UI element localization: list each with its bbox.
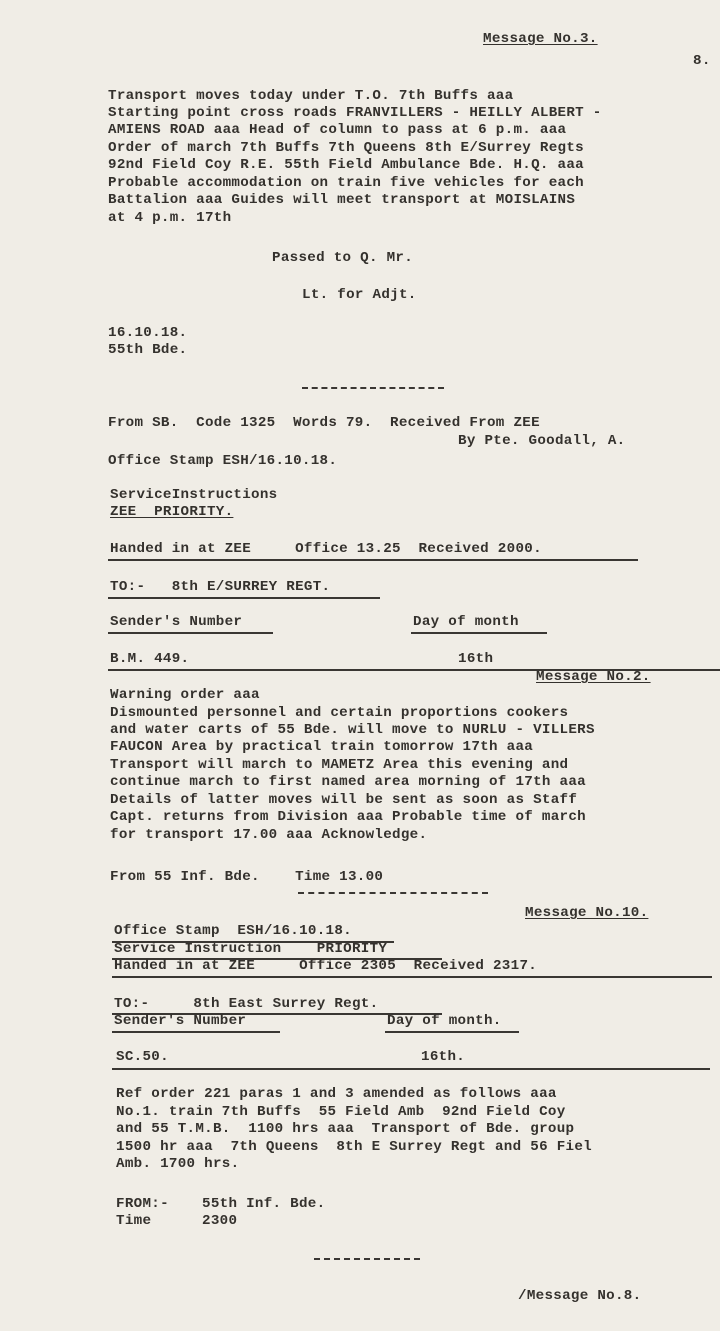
msg10-senders-number: SC.50.: [116, 1049, 169, 1065]
msg10-label-rule-2: [385, 1031, 519, 1033]
msg10-senders-number-label: Sender's Number: [114, 1013, 247, 1029]
msg10-line-2: No.1. train 7th Buffs 55 Field Amb 92nd Field Coy: [116, 1104, 566, 1120]
msg3-line-1: Transport moves today under T.O. 7th Buffs aaa: [108, 88, 514, 104]
msg10-line-1: Ref order 221 paras 1 and 3 amended as follows aaa: [116, 1086, 557, 1102]
msg3-unit: 55th Bde.: [108, 342, 188, 358]
message-3-title: Message No.3.: [483, 31, 598, 47]
msg2-to-rule: [108, 597, 380, 599]
msg10-to: TO:- 8th East Surrey Regt.: [114, 996, 379, 1012]
msg10-time-value: 2300: [202, 1213, 238, 1229]
next-message-ref: /Message No.8.: [518, 1288, 642, 1304]
signature-line: Lt. for Adjt.: [302, 287, 417, 303]
msg3-line-3: AMIENS ROAD aaa Head of column to pass at 6 p.m. aaa: [108, 122, 567, 138]
msg10-time-label: Time: [116, 1213, 152, 1229]
msg2-line-1: Warning order aaa: [110, 687, 260, 703]
msg3-line-6: Probable accommodation on train five vehicles for each: [108, 175, 584, 191]
msg2-day: 16th: [458, 651, 494, 667]
msg10-handed-in: Handed in at ZEE Office 2305 Received 2317.: [114, 958, 538, 974]
msg2-line-3: and water carts of 55 Bde. will move to NURLU - VILLERS: [110, 722, 595, 738]
msg2-line-4: FAUCON Area by practical train tomorrow 17th aaa: [110, 739, 534, 755]
msg2-to: TO:- 8th E/SURREY REGT.: [110, 579, 331, 595]
msg3-line-5: 92nd Field Coy R.E. 55th Field Ambulance Bde. H.Q. aaa: [108, 157, 584, 173]
msg2-line-2: Dismounted personnel and certain proportions cookers: [110, 705, 569, 721]
msg3-line-2: Starting point cross roads FRANVILLERS - HEILLY ALBERT -: [108, 105, 602, 121]
msg2-office-stamp: Office Stamp ESH/16.10.18.: [108, 453, 338, 469]
msg2-day-label: Day of month: [413, 614, 519, 630]
msg2-from-line: From SB. Code 1325 Words 79. Received From ZEE: [108, 415, 540, 431]
msg2-line-8: Capt. returns from Division aaa Probable time of march: [110, 809, 586, 825]
msg10-values-rule: [112, 1068, 710, 1070]
msg10-from-value: 55th Inf. Bde.: [202, 1196, 326, 1212]
msg2-from: From 55 Inf. Bde. Time 13.00: [110, 869, 384, 885]
msg2-line-7: Details of latter moves will be sent as soon as Staff: [110, 792, 578, 808]
msg10-day-label: Day of month.: [387, 1013, 502, 1029]
message-10-title: Message No.10.: [525, 905, 649, 921]
section-divider-1: [302, 387, 444, 389]
msg2-label-rule-1: [108, 632, 273, 634]
msg2-by-line: By Pte. Goodall, A.: [458, 433, 626, 449]
msg3-date: 16.10.18.: [108, 325, 188, 341]
msg10-handed-in-rule: [112, 976, 712, 978]
msg2-handed-in: Handed in at ZEE Office 13.25 Received 2000.: [110, 541, 542, 557]
msg2-service-instructions: ServiceInstructions: [110, 487, 278, 503]
msg2-line-5: Transport will march to MAMETZ Area this evening and: [110, 757, 569, 773]
msg2-senders-number-label: Sender's Number: [110, 614, 243, 630]
msg2-line-6: continue march to first named area morning of 17th aaa: [110, 774, 586, 790]
msg10-from-label: FROM:-: [116, 1196, 169, 1212]
message-2-title: Message No.2.: [536, 669, 651, 685]
msg10-line-3: and 55 T.M.B. 1100 hrs aaa Transport of Bde. group: [116, 1121, 575, 1137]
msg10-office-stamp: Office Stamp ESH/16.10.18.: [114, 923, 352, 939]
msg10-line-5: Amb. 1700 hrs.: [116, 1156, 240, 1172]
msg2-senders-number: B.M. 449.: [110, 651, 190, 667]
msg2-priority: ZEE PRIORITY.: [110, 504, 234, 520]
msg2-label-rule-2: [411, 632, 547, 634]
section-divider-3: [314, 1258, 420, 1260]
msg2-line-9: for transport 17.00 aaa Acknowledge.: [110, 827, 428, 843]
msg10-line-4: 1500 hr aaa 7th Queens 8th E Surrey Regt and 56 Fiel: [116, 1139, 592, 1155]
msg3-line-4: Order of march 7th Buffs 7th Queens 8th E/Surrey Regts: [108, 140, 584, 156]
msg3-line-8: at 4 p.m. 17th: [108, 210, 232, 226]
msg10-service: Service Instruction PRIORITY: [114, 941, 388, 957]
msg10-label-rule-1: [112, 1031, 280, 1033]
msg2-handed-in-rule: [108, 559, 638, 561]
passed-to-qm: Passed to Q. Mr.: [272, 250, 414, 266]
msg10-day: 16th.: [421, 1049, 466, 1065]
section-divider-2: [298, 892, 488, 894]
msg3-line-7: Battalion aaa Guides will meet transport at MOISLAINS: [108, 192, 576, 208]
page-number: 8.: [693, 53, 711, 69]
